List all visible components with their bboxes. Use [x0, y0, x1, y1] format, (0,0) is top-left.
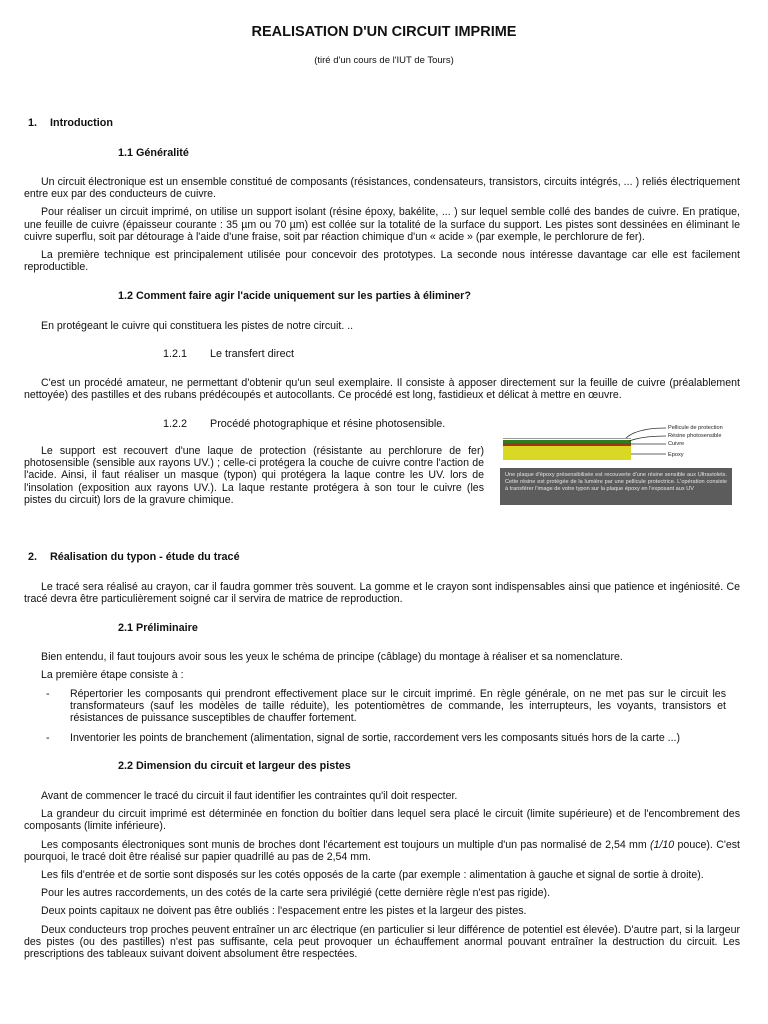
- paragraph: Les fils d'entrée et de sortie sont disposés sur les cotés opposés de la carte (par exemple : alimentation à gauche et signal de sortie à droite).: [41, 869, 704, 882]
- section-2-intro: [24, 581, 740, 611]
- section-1-2-2-number: 1.2.2: [163, 418, 188, 430]
- figure-label-cuivre: Cuivre: [668, 441, 685, 447]
- figure-leader-lines: [500, 416, 732, 468]
- paragraph: La première étape consiste à :: [41, 669, 184, 682]
- section-1-2-2-body: [24, 445, 484, 512]
- section-1-2-heading: 1.2 Comment faire agir l'acide uniquement sur les parties à éliminer?: [118, 290, 471, 302]
- text-run: pouce). C'est pourquoi, le tracé doit être réalisé sur papier quadrillé au pas de 2,54 mm.: [24, 838, 740, 863]
- paragraph: Deux conducteurs trop proches peuvent entraîner un arc électrique (en particulier si leur différence de potentiel est élevée). D'autre part, si la largeur des pistes (ou des pastilles) n'est pas suffisante, cela peut provoquer un échauffement anormal pouvant entraîner la destruction du circuit. Les prescriptions des tableaux suivant doivent absolument être respectées.: [24, 923, 740, 961]
- list-item: Répertorier les composants qui prendront effectivement place sur le circuit imprimé. En règle générale, on ne met pas sur le circuit les transformateurs (sauf les modèles de taille réduite), les potentiomètres de commande, les interrupteurs, les voyants, transistors et résistances de puissance susceptibles de chauffer fortement.: [70, 688, 726, 725]
- paragraph: Avant de commencer le tracé du circuit il faut identifier les contraintes qu'il doit respecter.: [41, 790, 458, 802]
- section-1-2-1-body: [24, 377, 740, 407]
- section-2-2-body: [24, 790, 740, 966]
- section-1-2-1-heading: Le transfert direct: [210, 348, 295, 360]
- section-1-heading: Introduction: [50, 117, 113, 129]
- section-2-2-heading: 2.2 Dimension du circuit et largeur des pistes: [118, 760, 351, 772]
- inch-fraction: (1/10: [650, 838, 675, 851]
- figure-label-protection: Pellicule de protection: [668, 425, 723, 431]
- paragraph: En protégeant le cuivre qui constituera les pistes de notre circuit. ..: [41, 320, 354, 332]
- paragraph: Le tracé sera réalisé au crayon, car il faudra gommer très souvent. La gomme et le crayon sont indispensables ainsi que patience et ingéniosité. Ce tracé devra être particulièrement soigné car il servira de matrice de reproduction.: [24, 581, 740, 606]
- list-item: Inventorier les points de branchement (alimentation, signal de sortie, raccordement vers les composants situés hors de la carte ...): [70, 732, 681, 744]
- paragraph: Deux points capitaux ne doivent pas être oubliés : l'espacement entre les pistes et la largeur des pistes.: [41, 905, 527, 918]
- section-1-number: 1.: [28, 117, 38, 129]
- bullet-marker: -: [46, 688, 50, 700]
- paragraph: Le support est recouvert d'une laque de protection (résistante au perchlorure de fer) photosensible (sensible aux rayons UV.) ; celle-ci protégera la couche de cuivre contre l'action de l'acide. Ainsi, il faut réaliser un masque (typon) qui protégera la laque contre les UV. lors de l'insolation (exposition aux rayons UV.). La laque restante protégera à son tour le cuivre (les pistes du circuit) lors de la gravure chimique.: [24, 445, 484, 506]
- paragraph: La première technique est principalement utilisée pour concevoir des prototypes. La seconde nous intéresse davantage car elle est facilement reproductible.: [24, 249, 740, 274]
- figure-diagram-area: [500, 416, 732, 468]
- section-2-1-body: [24, 651, 740, 687]
- figure-caption: Une plaque d'époxy présensibilisée est recouverte d'une résine sensible aux Ultraviolets. Cette résine est protégée de la lumière par une pellicule protectrice. L'opération consiste à transférer l'image de votre typon sur la plaque époxy en l'exposant aux UV: [505, 472, 727, 492]
- paragraph: C'est un procédé amateur, ne permettant d'obtenir qu'un seul exemplaire. Il consiste à apposer directement sur la feuille de cuivre (préalablement nettoyée) des pastilles et des rubans prédécoupés et autocollants. Ce procédé est long, fastidieux et délicat à mettre en œuvre.: [24, 377, 740, 402]
- section-2-heading: Réalisation du typon - étude du tracé: [50, 551, 240, 563]
- document-title: REALISATION D'UN CIRCUIT IMPRIME: [251, 24, 517, 40]
- figure-label-epoxy: Epoxy: [668, 452, 684, 458]
- section-1-2-2-heading: Procédé photographique et résine photosensible.: [210, 418, 446, 430]
- paragraph: Un circuit électronique est un ensemble constitué de composants (résistances, condensateurs, transistors, circuits intégrés, ... ) reliés électriquement entre eux par des conducteurs de cuivre.: [24, 176, 740, 201]
- paragraph: Pour réaliser un circuit imprimé, on utilise un support isolant (résine époxy, bakélite, ... ) sur lequel semble collé des bandes de cuivre. En pratique, une feuille de cuivre (épaisseur courante : 35 µm ou 70 µm) est collée sur la totalité de la surface du support. Les pistes sont dessinées en éliminant le cuivre superflu, soit par détourage à l'aide d'une fraise, soit par réaction chimique d'un « acide » (par exemple, le perchlorure de fer).: [24, 206, 740, 243]
- document-subtitle: (tiré d'un cours de l'IUT de Tours): [314, 55, 454, 66]
- section-2-number: 2.: [28, 551, 38, 563]
- pcb-layers-figure: [500, 416, 732, 505]
- paragraph: Bien entendu, il faut toujours avoir sous les yeux le schéma de principe (câblage) du montage à réaliser et sa nomenclature.: [41, 651, 623, 663]
- section-1-1-heading: 1.1 Généralité: [118, 147, 189, 159]
- section-1-2-1-number: 1.2.1: [163, 348, 188, 360]
- paragraph: [24, 839, 740, 863]
- figure-label-resine: Résine photosensible: [668, 433, 722, 439]
- section-1-2-body: [24, 320, 740, 338]
- paragraph: Pour les autres raccordements, un des cotés de la carte sera privilégié (cette dernière règle n'est pas rigide).: [41, 887, 551, 900]
- section-1-1-body: [24, 176, 740, 279]
- paragraph: La grandeur du circuit imprimé est déterminée en fonction du boîtier dans lequel sera placé le circuit (limite supérieure) et de l'encombrement des composants (limite inférieure).: [24, 808, 740, 833]
- text-run: Les composants électroniques sont munis de broches dont l'écartement est toujours un multiple d'un pas normalisé de 2,54 mm: [41, 838, 651, 851]
- bullet-marker: -: [46, 732, 50, 744]
- section-2-1-heading: 2.1 Préliminaire: [118, 622, 198, 634]
